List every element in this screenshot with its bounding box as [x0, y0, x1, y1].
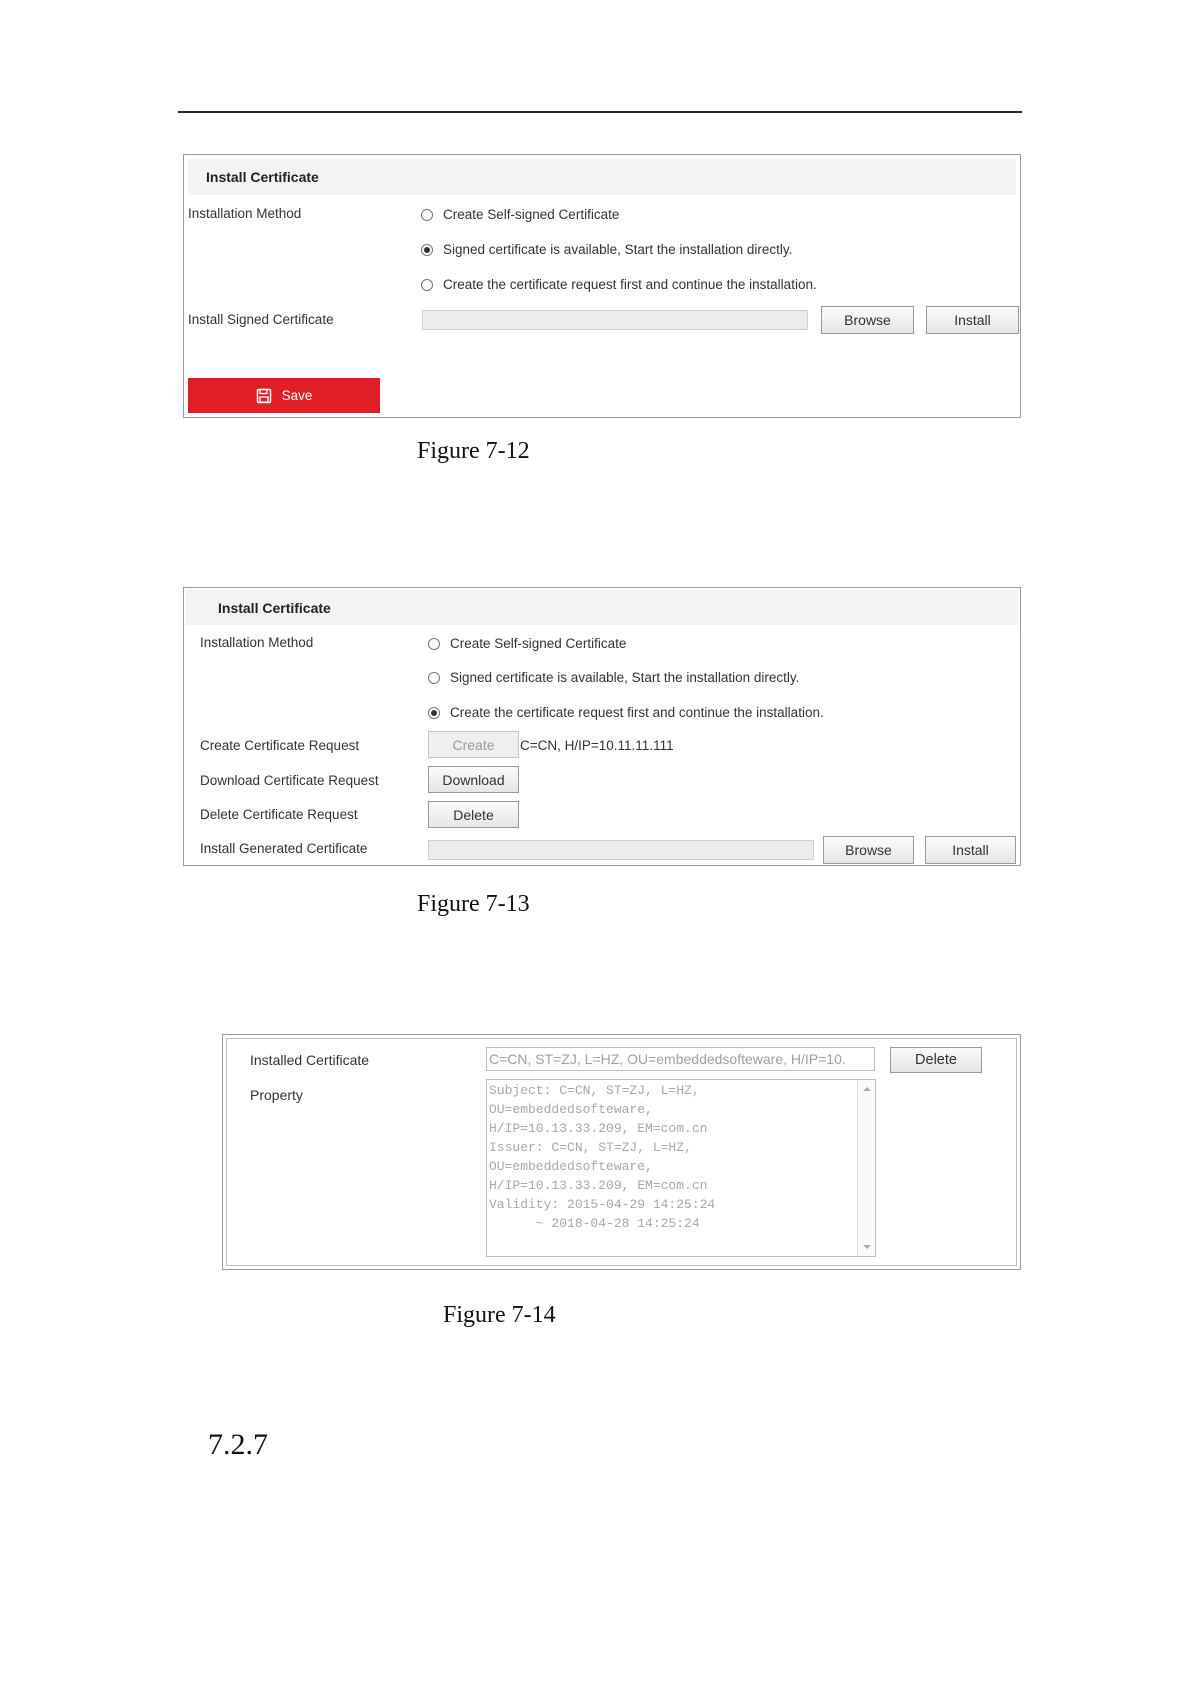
option-self-signed-label: Create Self-signed Certificate	[450, 636, 627, 651]
option-create-request-label: Create the certificate request first and continue the installation.	[443, 277, 817, 292]
option-self-signed[interactable]	[421, 207, 619, 222]
property-line: Subject: C=CN, ST=ZJ, L=HZ,	[489, 1083, 700, 1098]
radio-create-request[interactable]	[421, 279, 433, 291]
install-certificate-panel-fig12	[183, 154, 1021, 418]
delete-certificate-request-label: Delete Certificate Request	[200, 807, 358, 822]
section-number: 7.2.7	[208, 1428, 268, 1461]
certificate-request-subject: C=CN, H/IP=10.11.11.111	[520, 738, 674, 753]
property-line: Issuer: C=CN, ST=ZJ, L=HZ,	[489, 1140, 692, 1155]
create-button[interactable]: Create	[428, 731, 519, 758]
installed-certificate-field[interactable]	[486, 1047, 875, 1071]
browse-button[interactable]: Browse	[821, 306, 914, 334]
figure-caption-7-13: Figure 7-13	[417, 891, 530, 917]
panel-title	[186, 590, 1018, 625]
option-create-request-label: Create the certificate request first and continue the installation.	[450, 705, 824, 720]
scroll-down-arrow-icon[interactable]	[863, 1245, 871, 1249]
generated-certificate-file-path-field[interactable]	[428, 840, 814, 860]
install-certificate-panel-fig13	[183, 587, 1021, 866]
delete-request-button[interactable]: Delete	[428, 801, 519, 828]
installation-method-label: Installation Method	[188, 206, 302, 221]
save-icon	[256, 388, 272, 404]
panel-title-text: Install Certificate	[218, 599, 331, 616]
radio-signed-available[interactable]	[428, 672, 440, 684]
save-button[interactable]	[188, 378, 380, 413]
installation-method-label: Installation Method	[200, 635, 314, 650]
download-certificate-request-label: Download Certificate Request	[200, 773, 379, 788]
installed-certificate-panel	[222, 1034, 1021, 1270]
radio-create-request[interactable]	[428, 707, 440, 719]
browse-button[interactable]: Browse	[823, 836, 914, 864]
option-signed-available[interactable]	[421, 242, 792, 257]
property-line: H/IP=10.13.33.209, EM=com.cn	[489, 1178, 708, 1193]
install-signed-certificate-label: Install Signed Certificate	[188, 312, 334, 327]
option-signed-available-label: Signed certificate is available, Start the installation directly.	[443, 242, 793, 257]
property-line: OU=embeddedsofteware,	[489, 1159, 653, 1174]
property-text-body	[487, 1080, 875, 1233]
option-create-request[interactable]	[421, 277, 817, 292]
radio-signed-available[interactable]	[421, 244, 433, 256]
certificate-property-textarea[interactable]	[486, 1079, 876, 1257]
property-line: Validity: 2015-04-29 14:25:24	[489, 1197, 716, 1212]
create-certificate-request-label: Create Certificate Request	[200, 738, 360, 753]
option-self-signed[interactable]	[428, 636, 626, 651]
installed-certificate-value: C=CN, ST=ZJ, L=HZ, OU=embeddedsofteware, H/IP=10.	[489, 1051, 846, 1067]
install-generated-certificate-label: Install Generated Certificate	[200, 841, 368, 856]
property-line: OU=embeddedsofteware,	[489, 1102, 653, 1117]
header-rule	[178, 111, 1022, 113]
certificate-file-path-field[interactable]	[422, 310, 808, 330]
figure-caption-7-14: Figure 7-14	[443, 1302, 556, 1328]
property-label: Property	[250, 1087, 303, 1103]
figure-caption-7-12: Figure 7-12	[417, 438, 530, 464]
scroll-up-arrow-icon[interactable]	[863, 1087, 871, 1091]
panel-title-text: Install Certificate	[206, 169, 319, 185]
option-self-signed-label: Create Self-signed Certificate	[443, 207, 620, 222]
panel-title	[188, 159, 1016, 195]
save-button-label: Save	[281, 388, 313, 403]
radio-self-signed[interactable]	[428, 638, 440, 650]
download-button[interactable]: Download	[428, 766, 519, 793]
install-button[interactable]: Install	[925, 836, 1016, 864]
installed-certificate-label: Installed Certificate	[250, 1052, 370, 1068]
option-signed-available-label: Signed certificate is available, Start the installation directly.	[450, 670, 800, 685]
property-line: H/IP=10.13.33.209, EM=com.cn	[489, 1121, 708, 1136]
radio-self-signed[interactable]	[421, 209, 433, 221]
option-signed-available[interactable]	[428, 670, 799, 685]
delete-certificate-button[interactable]: Delete	[890, 1047, 982, 1073]
install-button[interactable]: Install	[926, 306, 1019, 334]
option-create-request[interactable]	[428, 705, 824, 720]
property-line: ~ 2018-04-28 14:25:24	[489, 1216, 700, 1231]
property-scrollbar[interactable]	[857, 1080, 875, 1256]
